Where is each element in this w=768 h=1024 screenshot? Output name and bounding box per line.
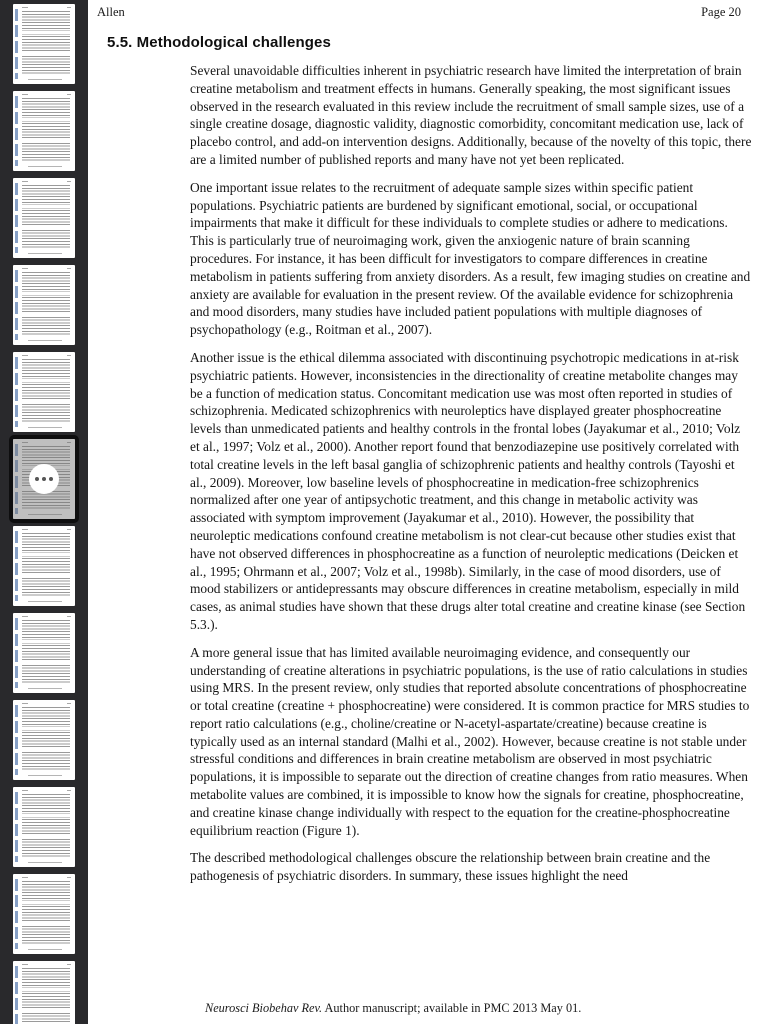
body-text-column	[190, 62, 753, 895]
paragraph: Another issue is the ethical dilemma associated with discontinuing psychotropic medications in at-risk psychiatric patients. However, inconsistencies in the directionality of creatine metabolite changes may be a function of medication status. Concomitant medication use was most often reported in studies of schizophrenia. Medicated schizophrenics with neuroleptics have displayed greater phosphocreatine levels than unmedicated patients and healthy controls in the frontal lobes (Jayakumar et al., 2010; Volz et al., 1997; Volz et al., 2000). Another report found that benzodiazepine use positively correlated with total creatine levels in the left basal ganglia of schizophrenic patients and healthy controls (Tayoshi et al., 2009). Moreover, low baseline levels of phosphocreatine in medication-free schizophrenics normalized after one year of antipsychotic treatment, and this change in metabolic activity was associated with symptom improvement (Jayakumar et al., 2010). However, the possibility that neuroleptic medications confound creatine metabolism is not clear-cut because other studies exist that have not observed differences in phosphocreatine as a function of neuroleptic medications (Deicken et al., 1995; Ohrmann et al., 2007; Volz et al., 1998b). Similarly, in the case of mood disorders, use of mood stabilizers or antidepressants may obscure differences in creatine metabolism, especially in mild cases, as animal studies have shown that these drugs alter total creatine and creatine kinase (see Section 5.3.).	[190, 349, 746, 632]
thumbnail-footer-line	[28, 340, 62, 341]
page-thumbnail[interactable]	[13, 352, 75, 432]
thumbnail-header-left	[22, 790, 28, 791]
thumbnail-text-lines	[22, 968, 70, 1024]
thumbnail-text-lines	[22, 533, 70, 597]
journal-footer	[205, 1001, 581, 1016]
thumbnail-header-right	[67, 7, 71, 8]
paragraph: Several unavoidable difficulties inherent in psychiatric research have limited the interpretation of brain creatine metabolism and treatment effects in humans. Generally speaking, the most significant issues observed in the research evaluated in this review include the recruitment of small sample sizes, use of a single creatine dosage, diagnostic validity, diagnostic comorbidity, concomitant medication use, lack of placebo control, and add-on intervention designs. Additionally, because of the novelty of this topic, there are a limited number of published reports and many have not yet been replicated.	[190, 63, 752, 167]
thumbnail-header-right	[67, 355, 71, 356]
thumbnail-header-right	[67, 964, 71, 965]
thumbnail-page-preview	[13, 787, 75, 867]
thumbnail-text-lines	[22, 620, 70, 684]
manuscript-watermark-stripe	[15, 357, 18, 427]
page-thumbnail[interactable]	[13, 613, 75, 693]
page-thumbnail[interactable]	[13, 91, 75, 171]
manuscript-watermark-stripe	[15, 183, 18, 253]
thumbnail-page-preview	[13, 265, 75, 345]
manuscript-watermark-stripe	[15, 618, 18, 688]
paragraph: One important issue relates to the recruitment of adequate sample sizes within specific patient populations. Psychiatric patients are burdened by significant emotional, social, or occupational impairments that make it difficult for these individuals to complete studies or adhere to medications. This is particularly true of neuroimaging work, given the anxiogenic nature of brain scanning procedures. For instance, it has been difficult for investigators to compare differences in creatine metabolism in patients suffering from anxiety disorders. As a result, few imaging studies on creatine and anxiety are available for evaluation in the present review. Of the available evidence for schizophrenia and mood disorders, many studies have included patient populations with multiple diagnoses of psychopathology (e.g., Roitman et al., 2007).	[190, 179, 751, 338]
thumbnail-header-left	[22, 94, 28, 95]
manuscript-watermark-stripe	[15, 9, 18, 79]
paragraph: A more general issue that has limited available neuroimaging evidence, and consequently our understanding of creatine alterations in psychiatric populations, is the use of ratio calculations in studies using MRS. In the present review, only studies that reported absolute concentrations of phosphocreatine or total creatine (creatine + phosphocreatine) were considered. It is common practice for MRS studies to report ratio calculations (e.g., choline/creatine or N-acetyl-aspartate/creatine) because creatine is typically used as an internal standard (Malhi et al., 2002). However, because creatine is not stable under stressful conditions and differences in brain creatine metabolism are observed in most psychiatric populations, it is impossible to separate out the direction of creatine changes from ratio measures. When metabolite values are combined, it is impossible to know how the signals for creatine, phosphocreatine, and creatine kinase change individually with respect to the equation for the creatine-phosphocreatine equilibrium reaction (Figure 1).	[190, 644, 750, 838]
thumbnail-header-right	[67, 181, 71, 182]
page-thumbnail[interactable]	[13, 265, 75, 345]
paragraph: The described methodological challenges obscure the relationship between brain creatine and the pathogenesis of psychiatric disorders. In summary, these issues highlight the need	[190, 850, 711, 884]
page-thumbnail[interactable]	[13, 700, 75, 780]
thumbnail-header-left	[22, 442, 28, 443]
thumbnail-header-left	[22, 616, 28, 617]
thumbnail-page-preview	[13, 613, 75, 693]
manuscript-watermark-stripe	[15, 879, 18, 949]
thumbnail-header-left	[22, 877, 28, 878]
thumbnail-header-right	[67, 790, 71, 791]
thumbnail-text-lines	[22, 881, 70, 945]
thumbnail-footer-line	[28, 514, 62, 515]
thumbnail-text-lines	[22, 707, 70, 771]
thumbnail-header-right	[67, 703, 71, 704]
thumbnail-header-right	[67, 442, 71, 443]
thumbnail-header-left	[22, 355, 28, 356]
loading-ellipsis-icon	[29, 464, 59, 494]
page-header	[97, 5, 741, 20]
thumbnail-header-right	[67, 877, 71, 878]
page-thumbnail[interactable]	[13, 4, 75, 84]
thumbnail-header-left	[22, 964, 28, 965]
thumbnail-footer-line	[28, 166, 62, 167]
manuscript-watermark-stripe	[15, 270, 18, 340]
page-number-label: Page 20	[701, 5, 741, 19]
thumbnail-text-lines	[22, 794, 70, 858]
thumbnail-footer-line	[28, 775, 62, 776]
page-thumbnail[interactable]	[13, 178, 75, 258]
page-thumbnail[interactable]	[13, 526, 75, 606]
thumbnail-header-left	[22, 529, 28, 530]
manuscript-watermark-stripe	[15, 705, 18, 775]
manuscript-watermark-stripe	[15, 444, 18, 514]
thumbnail-header-left	[22, 181, 28, 182]
manuscript-watermark-stripe	[15, 96, 18, 166]
document-page	[88, 0, 768, 1024]
page-thumbnail[interactable]	[13, 874, 75, 954]
thumbnail-footer-line	[28, 688, 62, 689]
manuscript-watermark-stripe	[15, 966, 18, 1024]
thumbnail-footer-line	[28, 949, 62, 950]
page-thumbnail[interactable]	[13, 787, 75, 867]
thumbnail-header-left	[22, 7, 28, 8]
thumbnail-page-preview	[13, 526, 75, 606]
thumbnail-header-left	[22, 268, 28, 269]
page-thumbnail[interactable]	[13, 961, 75, 1024]
thumbnail-header-right	[67, 268, 71, 269]
thumbnail-text-lines	[22, 11, 70, 75]
thumbnail-page-preview	[13, 91, 75, 171]
thumbnail-page-preview	[13, 4, 75, 84]
thumbnail-footer-line	[28, 427, 62, 428]
thumbnail-footer-line	[28, 862, 62, 863]
thumbnail-page-preview	[13, 961, 75, 1024]
thumbnail-page-preview	[13, 178, 75, 258]
thumbnail-text-lines	[22, 272, 70, 336]
journal-title: Neurosci Biobehav Rev.	[205, 1001, 323, 1015]
thumbnail-text-lines	[22, 359, 70, 423]
thumbnail-header-right	[67, 529, 71, 530]
thumbnail-footer-line	[28, 253, 62, 254]
manuscript-watermark-stripe	[15, 531, 18, 601]
manuscript-watermark-stripe	[15, 792, 18, 862]
thumbnail-page-preview	[13, 700, 75, 780]
thumbnail-header-right	[67, 616, 71, 617]
page-thumbnail-selected[interactable]	[13, 439, 75, 519]
section-title: 5.5. Methodological challenges	[107, 34, 331, 51]
running-head-author: Allen	[97, 5, 125, 19]
thumbnail-header-right	[67, 94, 71, 95]
thumbnail-page-preview	[13, 352, 75, 432]
manuscript-note: Author manuscript; available in PMC 2013 May 01.	[322, 1001, 582, 1015]
thumbnail-header-left	[22, 703, 28, 704]
thumbnail-text-lines	[22, 98, 70, 162]
thumbnail-sidebar	[0, 0, 88, 1024]
thumbnail-footer-line	[28, 601, 62, 602]
thumbnail-page-preview	[13, 874, 75, 954]
thumbnail-footer-line	[28, 79, 62, 80]
thumbnail-text-lines	[22, 185, 70, 249]
